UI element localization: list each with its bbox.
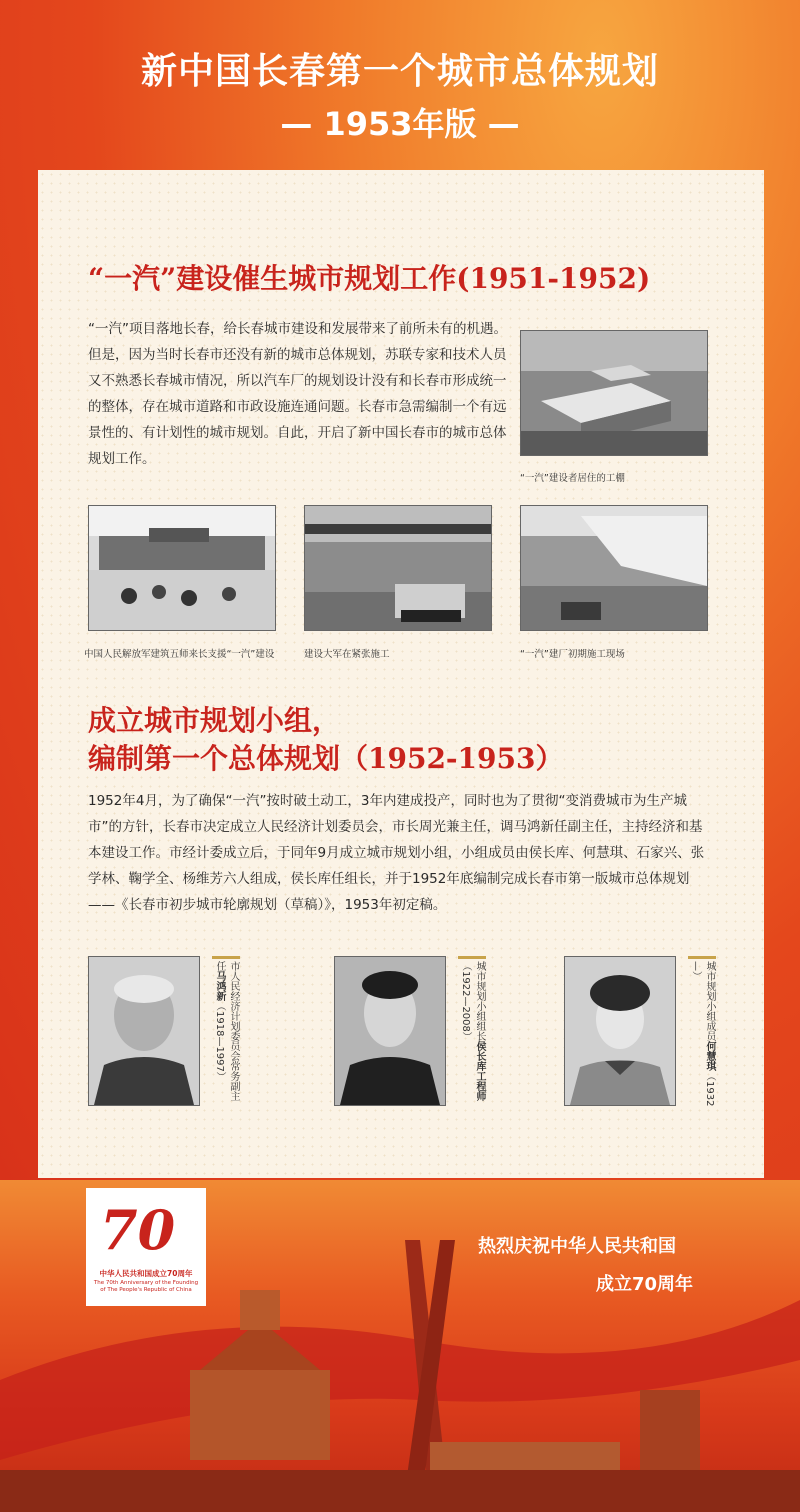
section1-heading: “一汽”建设催生城市规划工作(1951-1952) — [88, 262, 651, 295]
content-panel — [38, 170, 764, 1178]
portrait-hou-changku — [334, 956, 446, 1106]
anniversary-logo-en: The 70th Anniversary of the Founding of The People's Republic of China — [93, 1280, 199, 1293]
page-subtitle: — 1953年版 — — [280, 105, 520, 143]
caption-ma-hongxin: 市人民经济计划委员会常务副主任马鸿新（1918—1997） — [212, 956, 240, 1107]
footer-banner — [0, 1180, 800, 1512]
anniversary-logo — [86, 1188, 206, 1306]
anniversary-logo-cn: 中华人民共和国成立70周年 — [99, 1269, 193, 1278]
slogan-line2: 成立70周年 — [596, 1274, 694, 1295]
caption-worker-sheds: “一汽”建设者居住的工棚 — [520, 473, 625, 484]
page-header — [0, 48, 800, 146]
caption-construction-work: 建设大军在紧张施工 — [304, 649, 390, 660]
photo-army-support — [88, 505, 276, 631]
photo-construction-work — [304, 505, 492, 631]
page-title: 新中国长春第一个城市总体规划 — [140, 51, 659, 92]
caption-he-huiqi: 城市规划小组成员何慧琪（1932—） — [688, 956, 716, 1107]
caption-hou-changku: 城市规划小组组长侯长库工程师（1922—2008） — [458, 956, 486, 1107]
photo-factory-site — [520, 505, 708, 631]
section2-heading-line2: 编制第一个总体规划（1952-1953） — [88, 742, 564, 775]
section2-heading-line1: 成立城市规划小组， — [88, 704, 341, 737]
photo-worker-sheds — [520, 330, 708, 456]
caption-army-support: 中国人民解放军建筑五师来长支援“一汽”建设 — [84, 649, 275, 660]
section1-paragraph: “一汽”项目落地长春，给长春城市建设和发展带来了前所未有的机遇。但是，因为当时长春市还没有新的城市总体规划，苏联专家和技术人员又不熟悉长春城市情况，所以汽车厂的规划设计没有和长春市形成统一的整体，存在城市道路和市政设施连通问题。长春市急需编制一个有远景性的、有计划性的城市规划。自此，开启了新中国长春市的城市总体规划工作。 — [88, 321, 507, 467]
portrait-ma-hongxin — [88, 956, 200, 1106]
anniversary-logo-number: 70 — [100, 1198, 176, 1262]
portrait-he-huiqi — [564, 956, 676, 1106]
section2-paragraph: 1952年4月，为了确保“一汽”按时破土动工，3年内建成投产，同时也为了贯彻“变消费城市为生产城市”的方针，长春市决定成立人民经济计划委员会，市长周光兼主任，调马鸿新任副主任，主持经济和基本建设工作。市经计委成立后，于同年9月成立城市规划小组，小组成员由侯长库、何慧琪、石家兴、张学林、鞠学全、杨维芳六人组成，侯长库任组长，并于1952年底编制完成长春市第一版城市总体规划——《长春市初步城市轮廓规划（草稿）》，1953年初定稿。 — [88, 793, 705, 913]
slogan-line1: 热烈庆祝中华人民共和国 — [478, 1236, 676, 1257]
caption-factory-site: “一汽”建厂初期施工现场 — [520, 649, 625, 660]
section2-heading — [88, 702, 708, 778]
